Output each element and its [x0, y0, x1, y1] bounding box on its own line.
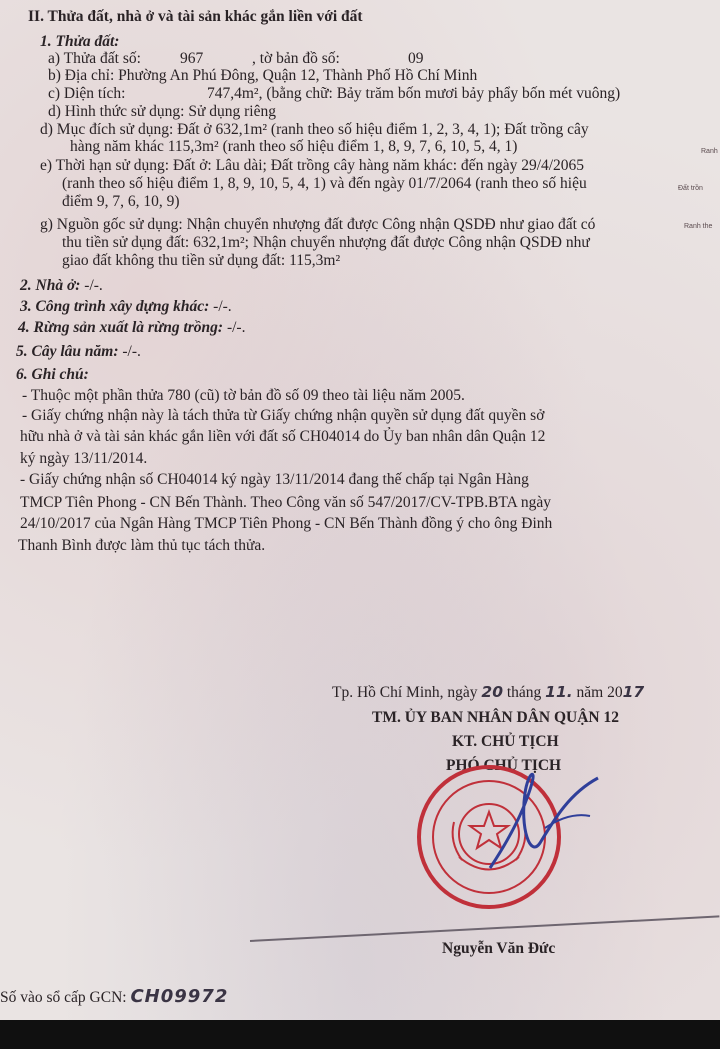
usage-term-line-1: e) Thời hạn sử dụng: Đất ở: Lâu dài; Đất trồng cây hàng năm khác: đến ngày 29/4/2065 — [40, 157, 585, 174]
year-label: năm 20 — [576, 684, 623, 701]
place-date-prefix: Tp. Hồ Chí Minh, ngày — [332, 684, 478, 701]
other-construction-value: -/-. — [213, 298, 232, 315]
place-date-line — [332, 683, 644, 702]
usage-purpose-line-2: hàng năm khác 115,3m² (ranh theo số hiệu điểm 1, 8, 9, 7, 6, 10, 5, 4, 1) — [70, 138, 518, 155]
origin-line-1: g) Nguồn gốc sử dụng: Nhận chuyển nhượng đất được Công nhận QSDĐ như giao đất có — [40, 216, 596, 233]
signature-divider — [250, 915, 719, 942]
house-value: -/-. — [84, 277, 103, 294]
forest-label: 4. Rừng sản xuất là rừng trồng: — [18, 319, 224, 336]
note-line-8: Thanh Bình được làm thủ tục tách thửa. — [18, 537, 266, 554]
origin-line-2: thu tiền sử dụng đất: 632,1m²; Nhận chuyển nhượng đất được Công nhận QSDĐ như — [62, 234, 590, 251]
section-title: II. Thửa đất, nhà ở và tài sản khác gắn liền với đất — [28, 8, 363, 25]
role-line-2: PHÓ CHỦ TỊCH — [446, 757, 562, 774]
usage-term-line-2: (ranh theo số hiệu điểm 1, 8, 9, 10, 5, 4, 1) và đến ngày 01/7/2064 (ranh theo số hiệu — [62, 175, 587, 192]
registry-number: CH09972 — [130, 986, 229, 1007]
margin-note-2: Đất trồn — [678, 185, 703, 192]
registry-row — [0, 988, 228, 1007]
note-line-2: - Giấy chứng nhận này là tách thửa từ Giấy chứng nhận quyền sử dụng đất quyền sở — [22, 407, 545, 424]
perennial-label: 5. Cây lâu năm: — [16, 343, 119, 360]
forest-value: -/-. — [226, 319, 246, 336]
registry-label: Số vào sổ cấp GCN: — [0, 989, 127, 1006]
month-label: tháng — [506, 684, 542, 701]
note-line-5: - Giấy chứng nhận số CH04014 ký ngày 13/11/2014 đang thế chấp tại Ngân Hàng — [20, 471, 529, 488]
date-month: 11. — [545, 683, 573, 701]
usage-term-line-3: điểm 9, 7, 6, 10, 9) — [62, 193, 180, 210]
note-line-1: - Thuộc một phần thửa 780 (cũ) tờ bản đồ số 09 theo tài liệu năm 2005. — [22, 387, 465, 404]
origin-line-3: giao đất không thu tiền sử dụng đất: 115,3m² — [62, 252, 341, 269]
signer-name: Nguyễn Văn Đức — [442, 940, 556, 957]
note-line-4: ký ngày 13/11/2014. — [20, 450, 148, 467]
land-heading: 1. Thửa đất: — [40, 33, 120, 50]
forest-row — [18, 319, 245, 337]
date-day: 20 — [481, 683, 503, 701]
other-construction-row — [20, 298, 232, 316]
margin-note-1: Ranh — [701, 148, 718, 155]
notes-heading: 6. Ghi chú: — [16, 366, 89, 383]
map-sheet-label: , tờ bản đồ số: — [252, 50, 340, 67]
house-label: 2. Nhà ở: — [20, 277, 81, 294]
perennial-row — [16, 343, 141, 361]
parcel-number-label: a) Thửa đất số: — [48, 50, 141, 67]
other-construction-label: 3. Công trình xây dựng khác: — [20, 298, 210, 315]
margin-note-3: Ranh the — [684, 223, 713, 230]
date-year: 17 — [622, 683, 645, 701]
area-value: 747,4m², (bằng chữ: Bảy trăm bốn mươi bảy phẩy bốn mét vuông) — [207, 85, 621, 102]
note-line-7: 24/10/2017 của Ngân Hàng TMCP Tiên Phong - CN Bến Thành đồng ý cho ông Đinh — [20, 515, 553, 532]
perennial-value: -/-. — [122, 343, 141, 360]
bottom-black-bar — [0, 1020, 720, 1049]
house-row — [20, 277, 103, 295]
usage-form-line: d) Hình thức sử dụng: Sử dụng riêng — [48, 103, 276, 120]
parcel-number-value: 967 — [180, 50, 204, 67]
role-line-1: KT. CHỦ TỊCH — [452, 733, 559, 750]
address-line: b) Địa chỉ: Phường An Phú Đông, Quận 12, Thành Phố Hồ Chí Minh — [48, 67, 478, 84]
area-label: c) Diện tích: — [48, 85, 126, 102]
note-line-6: TMCP Tiên Phong - CN Bến Thành. Theo Công văn số 547/2017/CV-TPB.BTA ngày — [20, 494, 551, 511]
handwritten-signature-icon — [470, 748, 610, 888]
note-line-3: hữu nhà ở và tài sản khác gắn liền với đất số CH04014 do Ủy ban nhân dân Quận 12 — [20, 428, 546, 445]
map-sheet-value: 09 — [408, 50, 424, 67]
usage-purpose-line-1: d) Mục đích sử dụng: Đất ở 632,1m² (ranh theo số hiệu điểm 1, 2, 3, 4, 1); Đất trồng cây — [40, 121, 589, 138]
issuing-organization: TM. ỦY BAN NHÂN DÂN QUẬN 12 — [372, 709, 619, 726]
